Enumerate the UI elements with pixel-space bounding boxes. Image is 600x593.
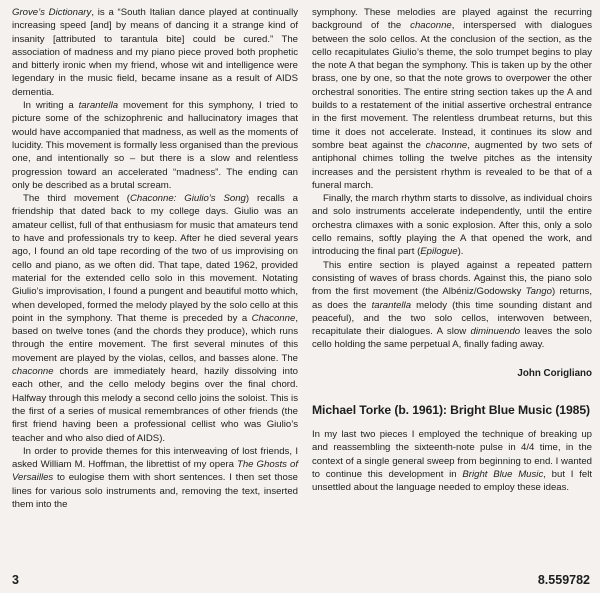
italic-text: diminuendo <box>470 326 521 338</box>
text-run: leaves the solo cello holding the same perpetual A, finally fading away. <box>312 326 592 351</box>
paragraph <box>312 259 592 352</box>
paragraph <box>12 6 298 99</box>
paragraph <box>312 6 592 192</box>
paragraph <box>312 428 592 494</box>
catalog-number: 8.559782 <box>537 573 590 587</box>
paragraph <box>12 445 298 511</box>
author-signature: John Corigliano <box>517 367 592 379</box>
text-run: In my last two pieces I employed the technique of breaking up and reassembling the sixteenth-note pulse in 4/4 time, in the context of a single general sweep from beginning to end. I wanted to continue this development in <box>312 429 592 480</box>
italic-text: Bright Blue Music <box>462 468 544 480</box>
text-run: In writing a <box>23 100 79 112</box>
italic-text: tarantella <box>371 299 412 311</box>
text-run: symphony. These melodies are played against the recurring background of the <box>312 7 592 32</box>
text-run: , interspersed with dialogues between the solo cellos. At the conclusion of the section, as the cello recapitulates Giulio’s theme, the solo trumpet begins to play the note A that began the symphony. This is taken up by the other brass, one by one, so that the note grows to overpower the other orchestral sonorities. The entire string section takes up the A and builds to a restatement of the initial assertive orchestral entrance in the first movement. The relentless drumbeat returns, but this time it does not accelerate. Instead, it continues its slow and sombre beat against the <box>312 20 592 151</box>
text-run: , is a “South Italian dance played at continually increasing speed [and] by means of dancing it a strange kind of insanity [attributed to tarantula bite] could be cured.” The association of madness and my piano piece proved both prophetic and bitterly ironic when my friend, whose wit and intelligence were legendary in the music field, became insane as a result of AIDS dementia. <box>12 7 298 98</box>
page-number: 3 <box>12 573 19 587</box>
paragraph <box>12 192 298 445</box>
text-run: ). <box>457 246 464 258</box>
italic-text: The Ghosts of Versailles <box>12 459 298 484</box>
text-run: The third movement ( <box>23 193 130 205</box>
text-run: Finally, the march rhythm starts to dissolve, as individual choirs and solo instruments accelerate independently, until the entire orchestra climaxes with a sonic explosion. After this, only a solo cello remains, softly playing the A that opened the work, and introducing the final part ( <box>312 193 592 258</box>
text-run: movement for this symphony, I tried to picture some of the schizophrenic and hallucinatory images that would have accompanied that madness, as well as the moments of lucidity. This movement is formally less organised than the previous one, and intentionally so – but there is a slow and relentless progression toward an accelerated “madness”. The ending can only be described as a brutal scream. <box>12 100 298 191</box>
text-run: to eulogise them with short sentences. I then set those lines for various solo instruments and, removing the text, inserted them into the <box>12 472 298 510</box>
italic-text: Chaconne: Giulio’s Song <box>129 193 246 205</box>
right-column <box>312 6 592 495</box>
text-run: This entire section is played against a repeated pattern consisting of waves of brass chords. Against this, the piano solo from the first movement (the Albéniz/Godowsky <box>312 259 592 298</box>
italic-text: Chaconne <box>251 312 296 324</box>
italic-text: chaconne <box>12 366 54 378</box>
text-run: melody (this time sounding distant and peaceful), and the two solo cellos, interwoven between, recapitulate their dialogues. A slow <box>312 299 592 338</box>
italic-text: Epilogue <box>420 246 458 258</box>
paragraph <box>312 192 592 258</box>
section-heading: Michael Torke (b. 1961): Bright Blue Music (1985) <box>312 403 590 418</box>
italic-text: chaconne <box>410 20 452 32</box>
text-run: , augmented by two sets of antiphonal chimes tolling the twelve pitches as the intensity increases and the persistent rhythm is revealed to be that of a funeral march. <box>312 139 592 191</box>
text-run: chords are immediately heard, hazily dissolving into each other, and the cello melody begins over the final chord. Halfway through this melody a second cello joins the soloist. This is the first of a series of musical remembrances of other friends (the first friend having been a professional cellist who was Giulio’s teacher and who also died of AIDS). <box>12 366 298 444</box>
text-run: In order to provide themes for this interweaving of lost friends, I asked William M. Hoffman, the librettist of my opera <box>12 445 298 471</box>
paragraph <box>12 99 298 192</box>
italic-text: Tango <box>525 286 552 298</box>
italic-text: chaconne <box>425 139 468 151</box>
italic-text: tarantella <box>78 100 119 112</box>
text-run: ) recalls a friendship that dated back to my college days. Giulio was an amateur cellist, full of that enthusiasm for music that amateurs tend to have and professionals try to keep. After he died several years ago, I found an old tape recording of the two of us improvising on cello and piano, as we often did. That tape, dated 1962, provided material for the extended cello solo in this movement. Notating Giulio’s improvisation, I found a pungent and beautiful motto which, when developed, formed the melody played by the solo cello at this point in the symphony. That theme is preceded by a <box>12 193 298 324</box>
text-run: , based on twelve tones (and the chords they produce), which runs through the entire movement. The first several minutes of this movement are played by the violas, cellos, and basses alone. The <box>12 312 298 364</box>
italic-text: Grove’s Dictionary <box>12 7 92 18</box>
text-run: , but I felt unsettled about the language needed to employ these ideas. <box>312 468 592 494</box>
left-column <box>12 6 298 511</box>
text-run: ) returns, as does the <box>312 286 592 311</box>
